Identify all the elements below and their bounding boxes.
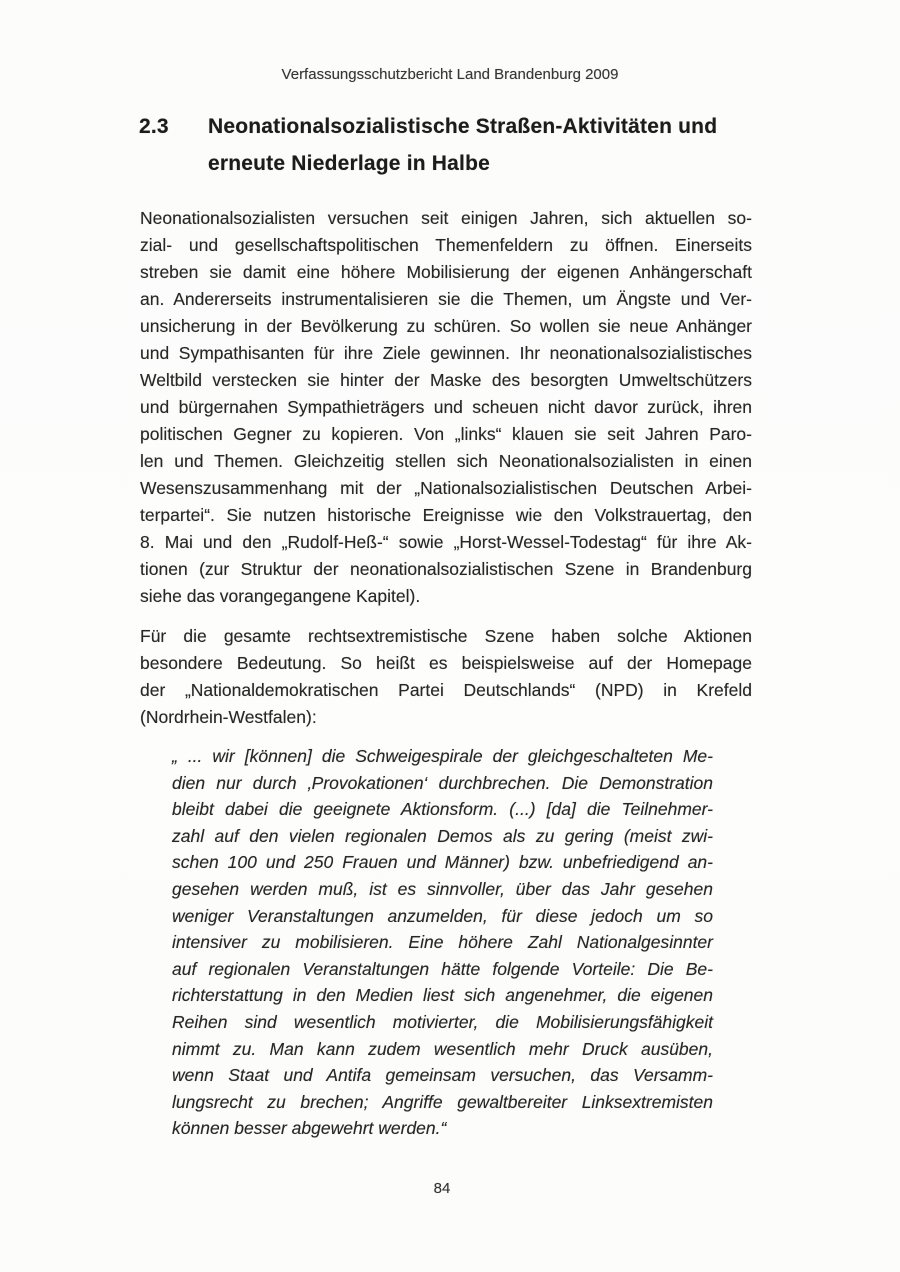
paragraph-2 bbox=[140, 623, 752, 731]
section-title bbox=[208, 108, 764, 182]
section-heading bbox=[139, 108, 764, 182]
text-line: 8. Mai und den „Rudolf-Heß-“ sowie „Horst-Wessel-Todestag“ für ihre Ak- bbox=[140, 532, 752, 552]
text-line: streben sie damit eine höhere Mobilisierung der eigenen Anhängerschaft bbox=[140, 262, 752, 282]
text-line: Wesenszusammenhang mit der „Nationalsozialistischen Deutschen Arbei- bbox=[140, 478, 752, 498]
text-line: Für die gesamte rechtsextremistische Szene haben solche Aktionen bbox=[140, 626, 752, 646]
text-line: Weltbild verstecken sie hinter der Maske des besorgten Umweltschützers bbox=[140, 370, 752, 390]
text-line: auf regionalen Veranstaltungen hätte folgende Vorteile: Die Be- bbox=[172, 958, 713, 979]
text-line: siehe das vorangegangene Kapitel). bbox=[140, 586, 421, 606]
running-header: Verfassungsschutzbericht Land Brandenburg 2009 bbox=[281, 66, 619, 83]
text-line: dien nur durch ‚Provokationen‘ durchbrechen. Die Demonstration bbox=[172, 772, 713, 793]
text-line: und bürgernahen Sympathieträgers und scheuen nicht davor zurück, ihren bbox=[140, 397, 752, 417]
text-line: der „Nationaldemokratischen Partei Deutschlands“ (NPD) in Krefeld bbox=[140, 680, 752, 700]
text-line: len und Themen. Gleichzeitig stellen sich Neonationalsozialisten in einen bbox=[140, 451, 752, 471]
text-line: tionen (zur Struktur der neonationalsozialistischen Szene in Brandenburg bbox=[140, 559, 752, 579]
text-line: weniger Veranstaltungen anzumelden, für diese jedoch um so bbox=[172, 905, 713, 926]
text-line: terpartei“. Sie nutzen historische Ereignisse wie den Volkstrauertag, den bbox=[140, 505, 752, 525]
text-line: bleibt dabei die geeignete Aktionsform. (...) [da] die Teilnehmer- bbox=[172, 799, 713, 820]
text-line: unsicherung in der Bevölkerung zu schüren. So wollen sie neue Anhänger bbox=[140, 316, 752, 336]
section-number: 2.3 bbox=[139, 115, 169, 138]
text-line: intensiver zu mobilisieren. Eine höhere Zahl Nationalgesinnter bbox=[172, 932, 713, 953]
text-line: Reihen sind wesentlich motivierter, die Mobilisierungsfähigkeit bbox=[172, 1011, 713, 1032]
text-line: Neonationalsozialisten versuchen seit einigen Jahren, sich aktuellen so- bbox=[140, 208, 752, 228]
text-line: schen 100 und 250 Frauen und Männer) bzw. unbefriedigend an- bbox=[172, 852, 713, 873]
text-line: politischen Gegner zu kopieren. Von „links“ klauen sie seit Jahren Paro- bbox=[140, 424, 752, 444]
text-line: (Nordrhein-Westfalen): bbox=[140, 707, 317, 727]
text-line: „ ... wir [können] die Schweigespirale der gleichgeschalteten Me- bbox=[172, 746, 713, 766]
text-line: erneute Niederlage in Halbe bbox=[208, 152, 490, 175]
text-line: Neonationalsozialistische Straßen-Aktivitäten und bbox=[208, 115, 718, 138]
text-line: lungsrecht zu brechen; Angriffe gewaltbereiter Linksextremisten bbox=[172, 1091, 713, 1112]
text-line: zahl auf den vielen regionalen Demos als zu gering (meist zwi- bbox=[172, 825, 713, 846]
text-line: können besser abgewehrt werden.“ bbox=[172, 1118, 447, 1139]
text-line: besondere Bedeutung. So heißt es beispielsweise auf der Homepage bbox=[140, 653, 752, 673]
text-line: gesehen werden muß, ist es sinnvoller, über das Jahr gesehen bbox=[172, 878, 713, 899]
text-line: an. Andererseits instrumentalisieren sie die Themen, um Ängste und Ver- bbox=[140, 289, 752, 309]
page-number: 84 bbox=[433, 1180, 451, 1197]
text-line: nimmt zu. Man kann zudem wesentlich mehr Druck ausüben, bbox=[172, 1038, 713, 1059]
paragraph-1 bbox=[140, 205, 752, 610]
text-line: richterstattung in den Medien liest sich angenehmer, die eigenen bbox=[172, 985, 713, 1006]
text-line: wenn Staat und Antifa gemeinsam versuchen, das Versamm- bbox=[172, 1065, 713, 1086]
block-quote bbox=[172, 743, 713, 1142]
text-line: zial- und gesellschaftspolitischen Themenfeldern zu öffnen. Einerseits bbox=[140, 235, 752, 255]
text-line: und Sympathisanten für ihre Ziele gewinnen. Ihr neonationalsozialistisches bbox=[140, 343, 752, 363]
